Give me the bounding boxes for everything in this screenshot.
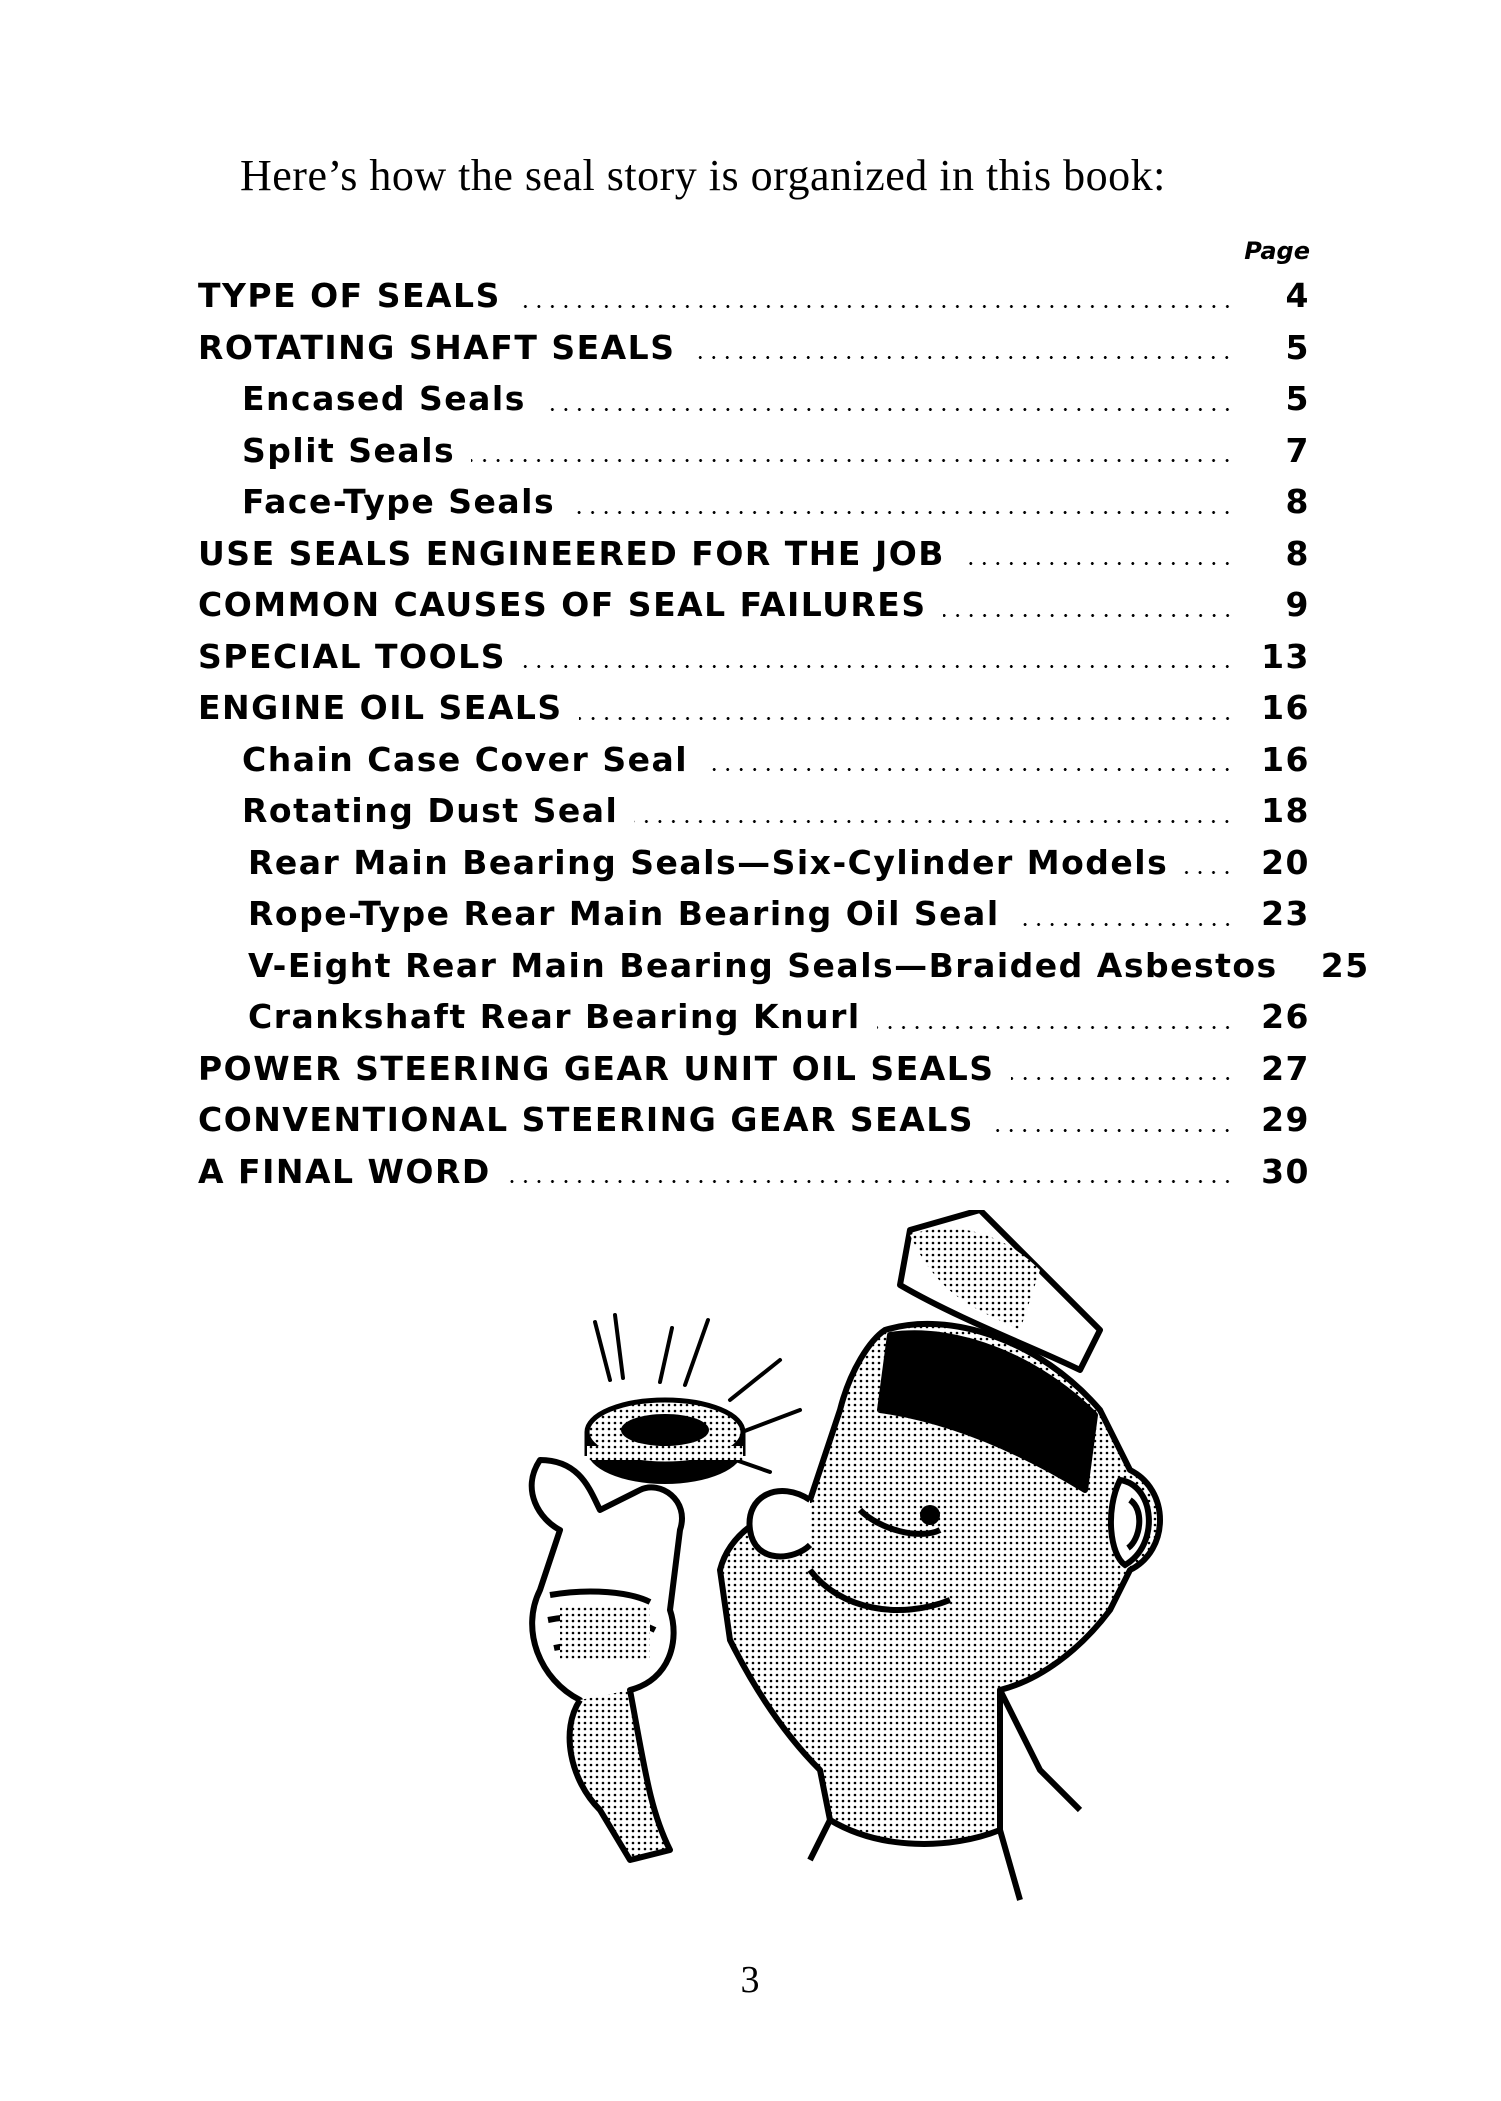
- toc-entry-label: Rotating Dust Seal: [242, 791, 619, 831]
- toc-entry[interactable]: [198, 373, 1310, 425]
- dot-leader: [471, 459, 1234, 462]
- dot-leader: [542, 408, 1234, 411]
- toc-entry-label: Rear Main Bearing Seals—Six-Cylinder Models: [248, 842, 1169, 882]
- toc-entry[interactable]: [198, 322, 1310, 374]
- toc-entry-label: SPECIAL TOOLS: [198, 636, 506, 676]
- dot-leader: [990, 1129, 1234, 1132]
- dot-leader: [1184, 871, 1234, 874]
- dot-leader: [522, 665, 1234, 668]
- dot-leader: [634, 820, 1234, 823]
- dot-leader: [579, 717, 1234, 720]
- toc-entry-label: Split Seals: [242, 430, 456, 470]
- toc-entry-label: USE SEALS ENGINEERED FOR THE JOB: [198, 533, 945, 573]
- toc-entry[interactable]: [198, 734, 1310, 786]
- toc-entry-page: 18: [1261, 791, 1310, 831]
- toc-entry[interactable]: [198, 476, 1310, 528]
- toc-entry-page: 13: [1261, 636, 1310, 676]
- toc-entry-label: Face-Type Seals: [242, 482, 556, 522]
- dot-leader: [961, 562, 1234, 565]
- toc-entry[interactable]: [198, 528, 1310, 580]
- toc-entry[interactable]: [198, 631, 1310, 683]
- toc-entry-page: 26: [1261, 997, 1310, 1037]
- toc-entry-page: 23: [1261, 894, 1310, 934]
- toc-entry-label: POWER STEERING GEAR UNIT OIL SEALS: [198, 1048, 995, 1088]
- page-number: 3: [740, 1959, 760, 2001]
- dot-leader: [704, 768, 1234, 771]
- toc-entry-page: 29: [1261, 1100, 1310, 1140]
- seal-ring: [587, 1400, 743, 1484]
- dot-leader: [943, 614, 1234, 617]
- toc-entry-page: 16: [1261, 739, 1310, 779]
- toc-entry-page: 20: [1261, 842, 1310, 882]
- toc-entry-page: 27: [1261, 1048, 1310, 1088]
- toc-entry-page: 8: [1285, 482, 1310, 522]
- toc-entry-page: 5: [1285, 379, 1310, 419]
- toc-entry-page: 4: [1285, 276, 1310, 316]
- toc-entry[interactable]: [198, 991, 1310, 1043]
- dot-leader: [517, 305, 1234, 308]
- toc-entry-label: ENGINE OIL SEALS: [198, 688, 563, 728]
- toc-entry-label: Encased Seals: [242, 379, 526, 419]
- toc-entry-label: Rope-Type Rear Main Bearing Oil Seal: [248, 894, 1000, 934]
- toc-entry-label: CONVENTIONAL STEERING GEAR SEALS: [198, 1100, 975, 1140]
- toc-entry-page: 16: [1261, 688, 1310, 728]
- table-of-contents: [198, 270, 1370, 1197]
- page-column-header: Page: [1244, 237, 1310, 265]
- toc-entry[interactable]: [198, 940, 1370, 992]
- toc-entry-page: 5: [1285, 327, 1310, 367]
- toc-entry-label: COMMON CAUSES OF SEAL FAILURES: [198, 585, 927, 625]
- toc-entry[interactable]: [198, 270, 1310, 322]
- dot-leader: [507, 1180, 1234, 1183]
- toc-entry[interactable]: [198, 837, 1310, 889]
- toc-entry[interactable]: [198, 785, 1310, 837]
- toc-entry-label: Crankshaft Rear Bearing Knurl: [248, 997, 861, 1037]
- toc-entry-label: A FINAL WORD: [198, 1151, 491, 1191]
- toc-entry-page: 25: [1320, 945, 1370, 985]
- mechanic-head: [720, 1210, 1160, 1900]
- dot-leader: [1011, 1077, 1234, 1080]
- dot-leader: [571, 511, 1234, 514]
- toc-entry[interactable]: [198, 682, 1310, 734]
- toc-entry[interactable]: [198, 1043, 1310, 1095]
- intro-text: Here’s how the seal story is organized in this book:: [240, 151, 1166, 200]
- dot-leader: [877, 1026, 1234, 1029]
- toc-entry-label: TYPE OF SEALS: [198, 276, 501, 316]
- toc-entry-label: Chain Case Cover Seal: [242, 739, 689, 779]
- toc-entry-page: 9: [1285, 585, 1310, 625]
- toc-entry[interactable]: [198, 1094, 1310, 1146]
- dot-leader: [1016, 923, 1234, 926]
- toc-entry[interactable]: [198, 425, 1310, 477]
- toc-entry[interactable]: [198, 579, 1310, 631]
- toc-entry-page: 8: [1285, 533, 1310, 573]
- toc-entry[interactable]: [198, 1146, 1310, 1198]
- hand: [532, 1460, 682, 1860]
- toc-entry[interactable]: [198, 888, 1310, 940]
- mechanic-holding-seal-illustration: [480, 1210, 1200, 1940]
- toc-entry-page: 30: [1261, 1151, 1310, 1191]
- toc-entry-page: 7: [1285, 430, 1310, 470]
- toc-entry-label: ROTATING SHAFT SEALS: [198, 327, 676, 367]
- dot-leader: [691, 356, 1234, 359]
- toc-entry-label: V-Eight Rear Main Bearing Seals—Braided Asbestos: [248, 945, 1278, 985]
